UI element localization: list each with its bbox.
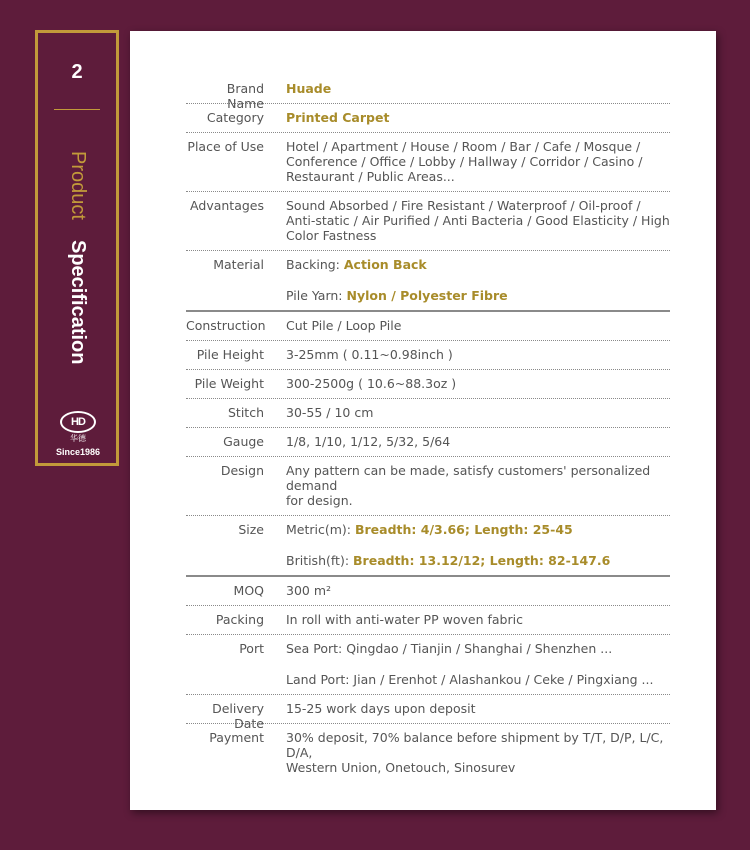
spec-value-line: Western Union, Onetouch, Sinosurev bbox=[286, 760, 516, 775]
spec-label: Design bbox=[220, 463, 264, 478]
spec-value-line: Color Fastness bbox=[286, 228, 377, 243]
spec-row-material bbox=[186, 251, 670, 312]
spec-label: Category bbox=[206, 110, 264, 125]
section-sidebar bbox=[35, 30, 119, 466]
sea-port: Sea Port: Qingdao / Tianjin / Shanghai / Shenzhen ... bbox=[286, 641, 613, 656]
brand-logo bbox=[54, 411, 102, 457]
spec-label: Construction bbox=[186, 318, 266, 333]
spec-card bbox=[130, 31, 716, 810]
backing-prefix: Backing: bbox=[286, 257, 344, 272]
spec-value-line: for design. bbox=[286, 493, 353, 508]
spec-label: Size bbox=[238, 522, 264, 537]
yarn-value: Nylon / Polyester Fibre bbox=[346, 288, 508, 303]
logo-chinese: 华德 bbox=[70, 434, 86, 443]
spec-row-pile-height bbox=[186, 341, 670, 370]
spec-value-line: Anti-static / Air Purified / Anti Bacteria / Good Elasticity / High bbox=[286, 213, 670, 228]
spec-label: Payment bbox=[209, 730, 264, 745]
metric-value: Breadth: 4/3.66; Length: 25-45 bbox=[354, 522, 573, 537]
spec-value: 30-55 / 10 cm bbox=[286, 405, 374, 420]
spec-row-gauge bbox=[186, 428, 670, 457]
spec-label: Packing bbox=[215, 612, 264, 627]
spec-row-delivery-date bbox=[186, 695, 670, 731]
spec-label: Stitch bbox=[227, 405, 264, 420]
british-prefix: British(ft): bbox=[286, 553, 354, 568]
spec-value: Printed Carpet bbox=[286, 110, 390, 125]
spec-value-line: Sound Absorbed / Fire Resistant / Waterproof / Oil-proof / bbox=[286, 198, 641, 213]
spec-label: Brand Name bbox=[226, 81, 264, 111]
spec-value-line: Any pattern can be made, satisfy customers' personalized demand bbox=[286, 463, 651, 493]
spec-row-payment bbox=[186, 724, 670, 782]
spec-value: 15-25 work days upon deposit bbox=[286, 701, 476, 716]
spec-label: Pile Weight bbox=[194, 376, 264, 391]
spec-value: 3-25mm ( 0.11~0.98inch ) bbox=[286, 347, 453, 362]
spec-label: Material bbox=[213, 257, 264, 272]
section-title bbox=[66, 151, 90, 364]
spec-value-line: Hotel / Apartment / House / Room / Bar / Cafe / Mosque / bbox=[286, 139, 641, 154]
spec-row-category bbox=[186, 104, 670, 133]
spec-row-advantages bbox=[186, 192, 670, 251]
section-title-word1: Product bbox=[67, 151, 89, 220]
spec-value: 1/8, 1/10, 1/12, 5/32, 5/64 bbox=[286, 434, 451, 449]
spec-value-line: 30% deposit, 70% balance before shipment by T/T, D/P, L/C, D/A, bbox=[286, 730, 664, 760]
spec-value: In roll with anti-water PP woven fabric bbox=[286, 612, 523, 627]
spec-label: Place of Use bbox=[187, 139, 264, 154]
logo-mark bbox=[60, 411, 96, 433]
logo-letters: HD bbox=[71, 416, 85, 428]
spec-value-line: Restaurant / Public Areas... bbox=[286, 169, 455, 184]
logo-since: Since1986 bbox=[55, 447, 101, 457]
spec-value-line: Conference / Office / Lobby / Hallway / Corridor / Casino / bbox=[286, 154, 643, 169]
yarn-prefix: Pile Yarn: bbox=[286, 288, 347, 303]
backing-value: Action Back bbox=[343, 257, 427, 272]
spec-value: Huade bbox=[286, 81, 332, 96]
section-title-word2: Specification bbox=[67, 239, 89, 364]
land-port: Land Port: Jian / Erenhot / Alashankou / Ceke / Pingxiang ... bbox=[286, 672, 654, 687]
spec-row-packing bbox=[186, 606, 670, 635]
spec-row-moq bbox=[186, 577, 670, 606]
spec-row-design bbox=[186, 457, 670, 516]
spec-row-pile-weight bbox=[186, 370, 670, 399]
spec-row-size bbox=[186, 516, 670, 577]
spec-table bbox=[186, 75, 670, 782]
spec-label: Port bbox=[239, 641, 264, 656]
divider bbox=[54, 109, 100, 110]
spec-row-stitch bbox=[186, 399, 670, 428]
spec-label: Advantages bbox=[190, 198, 264, 213]
section-number: 2 bbox=[71, 61, 83, 83]
spec-label: Gauge bbox=[223, 434, 264, 449]
spec-label: Pile Height bbox=[196, 347, 264, 362]
spec-label: Delivery Date bbox=[212, 701, 264, 731]
spec-value: Cut Pile / Loop Pile bbox=[286, 318, 402, 333]
metric-prefix: Metric(m): bbox=[286, 522, 355, 537]
british-value: Breadth: 13.12/12; Length: 82-147.6 bbox=[353, 553, 611, 568]
spec-label: MOQ bbox=[233, 583, 264, 598]
spec-row-construction bbox=[186, 312, 670, 341]
spec-row-place-of-use bbox=[186, 133, 670, 192]
spec-row-port bbox=[186, 635, 670, 695]
spec-value: 300-2500g ( 10.6~88.3oz ) bbox=[286, 376, 457, 391]
spec-value: 300 m² bbox=[286, 583, 332, 598]
spec-row-brand bbox=[186, 75, 670, 111]
